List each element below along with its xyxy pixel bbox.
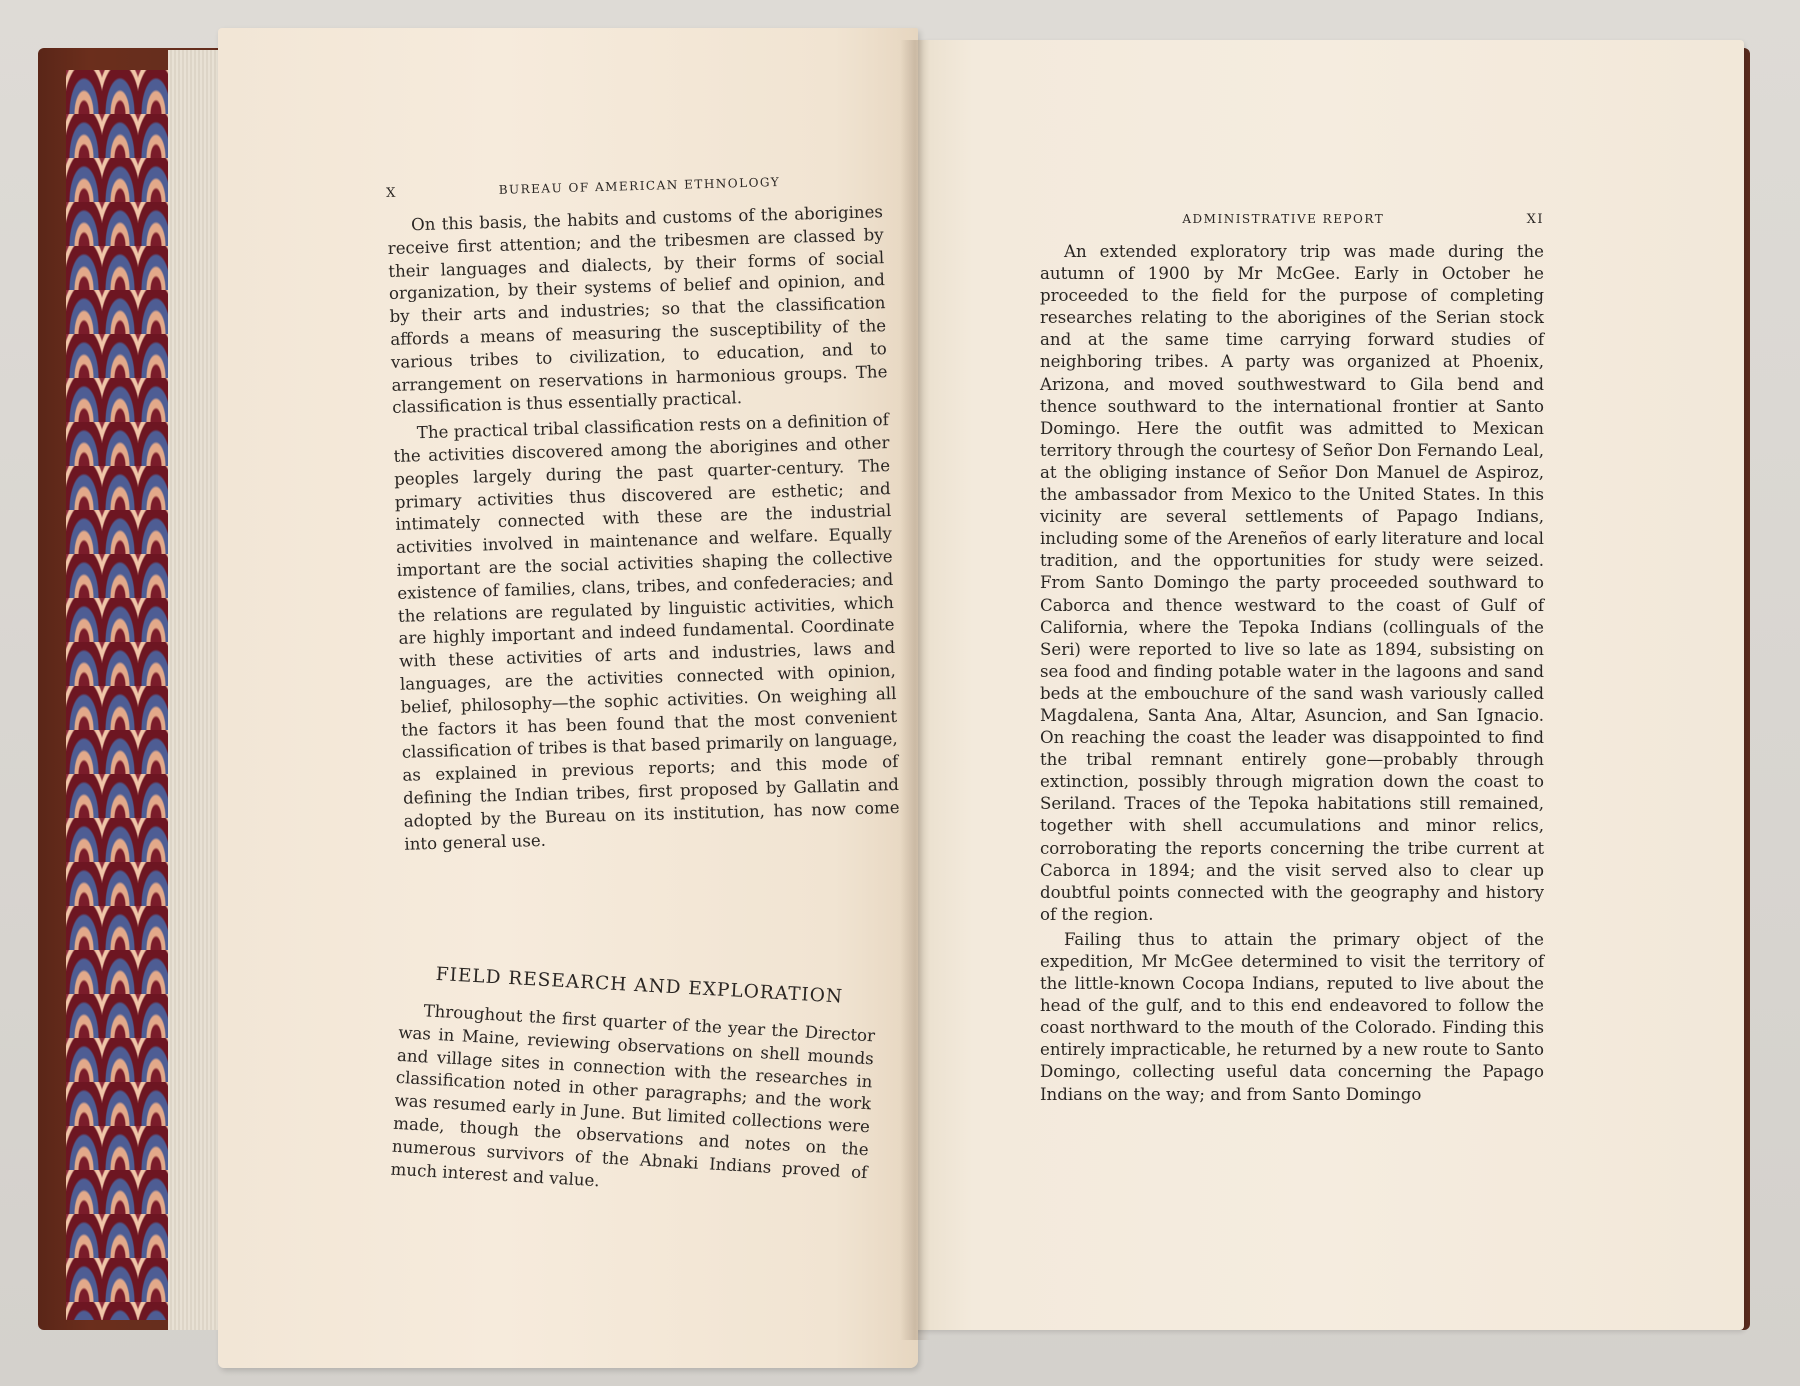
right-paragraph-1: An extended exploratory trip was made during the autumn of 1900 by Mr McGee. Early in October he proceeded to the field for the purpose of completing researches relating to the aborigines of the Serian stock and at the same time carrying forward studies of neighboring tribes. A party was organized at Phoenix, Arizona, and moved southwestward to Gila bend and thence southward to the international frontier at Santo Domingo. Here the outfit was admitted to Mexican territory through the courtesy of Señor Don Fernando Leal, at the obliging instance of Señor Don Manuel de Aspiroz, the ambassador from Mexico to the United States. In this vicinity are several settlements of Papago Indians, including some of the Areneños of early literature and local tradition, and the opportunities for study were seized. From Santo Domingo the party proceeded southward to Caborca and thence westward to the coast of Gulf of California, where the Tepoka Indians (collinguals of the Seri) were reported to live so late as 1894, subsisting on sea food and finding potable water in the lagoons and sand beds at the embouchure of the sand wash variously called Magdalena, Santa Ana, Altar, Asuncion, and San Ignacio. On reaching the coast the leader was disappointed to find the tribal remnant entirely gone—probably through extinction, possibly through migration down the coast to Seriland. Traces of the Tepoka habitations still remained, together with shell accumulations and minor relics, corroborating the reports concerning the tribe current at Caborca in 1894; and the visit served also to clear up doubtful points connected with the geography and history of the region.	[1040, 242, 1544, 924]
left-folio: X	[386, 185, 398, 201]
right-page-text	[1040, 212, 1544, 1109]
left-page-text	[386, 172, 901, 859]
left-page-section	[390, 932, 879, 1211]
right-folio: XI	[1526, 212, 1544, 227]
section-paragraph-1: Throughout the first quarter of the year the Director was in Maine, reviewing observations on shell mounds and village sites in connection with the researches in classification noted in other paragraphs; and the work was resumed early in June. But limited collections were made, though the observations and notes on the numerous survivors of the Abnaki Indians proved of much interest and value.	[390, 1001, 876, 1190]
left-paragraph-1: On this basis, the habits and customs of the aborigines receive first attention; and the tribesmen are classed by their languages and dialects, by their forms of social organization, by their systems of belief and opinion, and by their arts and industries; so that the classification affords a means of measuring the susceptibility of the various tribes to civilization, to education, and to arrangement on reservations in harmonious groups. The classification is thus essentially practical.	[387, 202, 888, 418]
right-paragraph-2: Failing thus to attain the primary object of the expedition, Mr McGee determined to visit the territory of the little-known Cocopa Indians, reputed to live about the head of the gulf, and to this end endeavored to follow the coast northward to the mouth of the Colorado. Finding this entirely impracticable, he returned by a new route to Santo Domingo, collecting useful data concerning the Papago Indians on the way; and from Santo Domingo	[1040, 929, 1544, 1104]
book-gutter	[900, 40, 930, 1340]
marbled-endpaper	[66, 70, 175, 1320]
left-running-title: BUREAU OF AMERICAN ETHNOLOGY	[498, 174, 781, 197]
right-running-title: ADMINISTRATIVE REPORT	[1182, 212, 1385, 226]
section-heading: FIELD RESEARCH AND EXPLORATION	[435, 963, 844, 1008]
right-running-head	[1040, 212, 1544, 227]
left-paragraph-2: The practical tribal classification rests on a definition of the activities discovered among the aborigines and other peoples largely during the past quarter-century. The primary activities thus discovered are esthetic; and intimately connected with these are the industrial activities involved in maintenance and welfare. Equally important are the social activities shaping the collective existence of families, clans, tribes, and confederacies; and the relations are regulated by linguistic activities, which are highly important and indeed fundamental. Coordinate with these activities of arts and industries, laws and languages, are the activities connected with opinion, belief, philosophy—the sophic activities. On weighing all the factors it has been found that the most convenient classification of tribes is that based primarily on language, as explained in previous reports; and this mode of defining the Indian tribes, first proposed by Gallatin and adopted by the Bureau on its institution, has now come into general use.	[393, 410, 900, 854]
